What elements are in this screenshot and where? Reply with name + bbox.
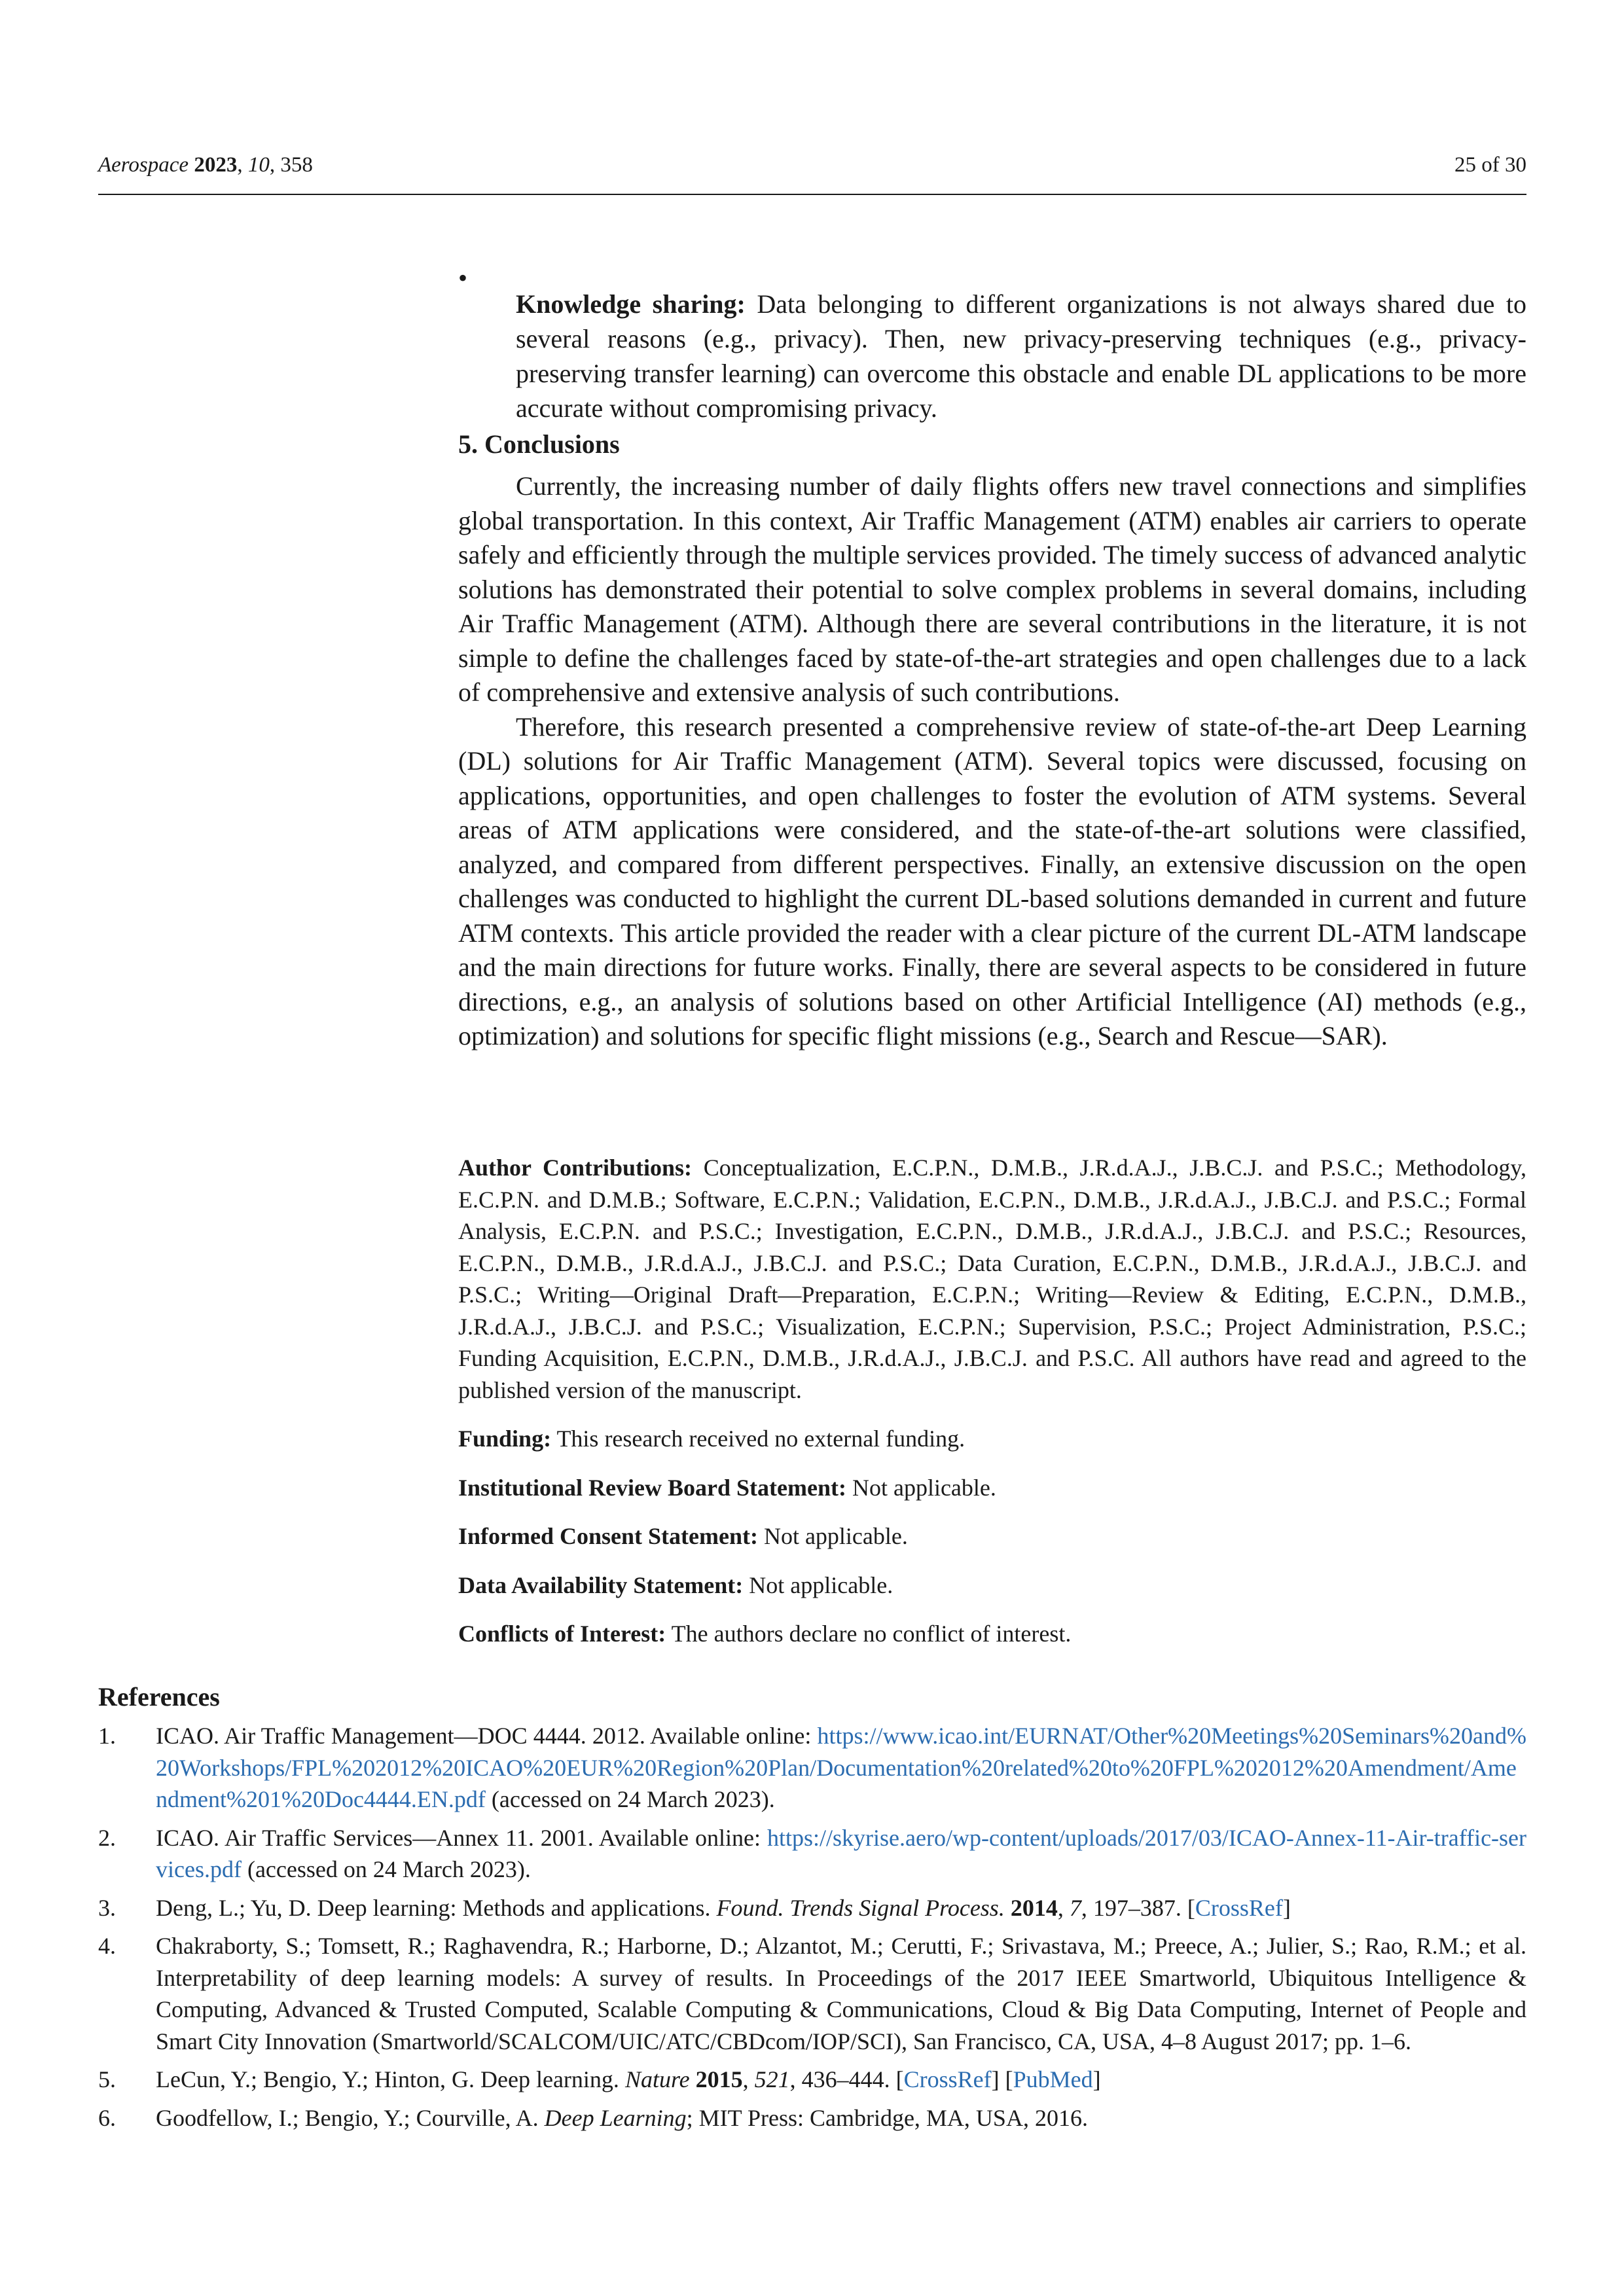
bullet-label: Knowledge sharing: [516, 289, 746, 319]
conflicts-label: Conflicts of Interest: [458, 1621, 666, 1647]
consent-text: Not applicable. [763, 1523, 908, 1549]
reference-item: 3. Deng, L.; Yu, D. Deep learning: Methods and applications. Found. Trends Signal Process. 2014, 7, 197–387. [CrossRef] [98, 1892, 1526, 1924]
bullet-item [458, 260, 1526, 452]
journal-name: Aerospace [98, 153, 189, 177]
reference-volume: 7 [1069, 1894, 1081, 1921]
journal-year: 2023 [194, 153, 238, 177]
funding-text: This research received no external funding. [556, 1426, 965, 1452]
reference-link[interactable]: https://skyrise.aero/wp-content/uploads/2017/03/ICAO-Annex-11-Air-traffic-services.pdf [156, 1824, 1527, 1882]
reference-year: 2014 [1010, 1894, 1058, 1921]
reference-publisher: ; MIT Press: Cambridge, MA, USA, 2016. [686, 2104, 1088, 2131]
header-rule [98, 194, 1526, 195]
paragraph: Therefore, this research presented a comprehensive review of state-of-the-art Deep Learning (DL) solutions for Air Traffic Management (ATM). Several topics were discussed, focusing on applications, opportunities, and open challenges to foster the evolution of ATM systems. Several areas of ATM applications were considered, and the state-of-the-art solutions were classified, analyzed, and compared from different perspectives. Finally, an extensive discussion on the open challenges was conducted to highlight the current DL-based solutions demanded in current and future ATM contexts. This article provided the reader with a clear picture of the current DL-ATM landscape and the main directions for future works. Finally, there are several aspects to be considered in future directions, e.g., an analysis of solutions based on other Artificial Intelligence (AI) methods (e.g., optimization) and solutions for specific flight missions (e.g., Search and Rescue—SAR). [458, 711, 1526, 1050]
bullet-symbol: • [458, 263, 468, 293]
section-body [458, 469, 1526, 1054]
reference-access-date: (accessed on 24 March 2023). [247, 1856, 531, 1882]
reference-number: 6. [98, 2104, 116, 2131]
reference-item: 5. LeCun, Y.; Bengio, Y.; Hinton, G. Deep learning. Nature 2015, 521, 436–444. [CrossRef] [PubMed] [98, 2064, 1526, 2096]
section-title: 5. Conclusions [458, 429, 620, 459]
reference-year: 2015 [695, 2066, 743, 2092]
reference-item [98, 1930, 1526, 2057]
bullet-text [516, 287, 1526, 425]
paragraph: Currently, the increasing number of daily flights offers new travel connections and simplifies global transportation. In this context, Air Traffic Management (ATM) enables air carriers to operate safely and efficiently through the multiple services provided. The timely success of advanced analytic solutions has demonstrated their potential to solve complex problems in several domains, including Air Traffic Management (ATM). Although there are several contributions in the literature, it is not simple to define the challenges faced by state-of-the-art strategies and open challenges due to a lack of comprehensive and extensive analysis of such contributions. [458, 471, 1526, 707]
references-list [98, 1720, 1526, 2140]
reference-pages: , 436–444. [789, 2066, 890, 2092]
irb-label: Institutional Review Board Statement: [458, 1474, 846, 1501]
funding-label: Funding: [458, 1426, 552, 1452]
reference-number: 3. [98, 1894, 116, 1921]
back-matter [458, 1152, 1526, 1667]
journal-volume: 10 [247, 153, 270, 177]
consent-statement [458, 1520, 1526, 1552]
conflicts-statement [458, 1618, 1526, 1650]
reference-authors: LeCun, Y.; Bengio, Y.; Hinton, G. Deep learning. [156, 2066, 619, 2092]
page-number: 25 of 30 [1454, 153, 1526, 177]
consent-label: Informed Consent Statement: [458, 1523, 758, 1549]
funding-statement [458, 1423, 1526, 1455]
reference-authors: Goodfellow, I.; Bengio, Y.; Courville, A. [156, 2104, 539, 2131]
crossref-link[interactable]: CrossRef [903, 2066, 992, 2092]
reference-pages: , 197–387. [1081, 1894, 1182, 1921]
journal-citation: Aerospace 2023, 10, 358 [98, 153, 313, 177]
reference-number: 1. [98, 1723, 116, 1749]
reference-journal: Found. Trends Signal Process. [716, 1894, 1005, 1921]
bullet-body: Data belonging to different organizations is not always shared due to several reasons (e.g., privacy). Then, new privacy-preserving techniques (e.g., privacy-preserving transfer learning) can overcome this obstacle and enable DL applications to be more accurate without compromising privacy. [516, 289, 1527, 423]
references-title: References [98, 1682, 220, 1712]
reference-text: Chakraborty, S.; Tomsett, R.; Raghavendra, R.; Harborne, D.; Alzantot, M.; Cerutti, F.; Srivastava, M.; Preece, A.; Julier, S.; Rao, R.M.; et al. Interpretability of deep learning models: A survey of results. In Proceedings of the 2017 IEEE Smartworld, Ubiquitous Intelligence & Computing, Advanced & Trusted Computed, Scalable Computing & Communications, Cloud & Big Data Computing, Internet of People and Smart City Innovation (Smartworld/SCALCOM/UIC/ATC/CBDcom/IOP/SCI), San Francisco, CA, USA, 4–8 August 2017; pp. 1–6. [156, 1933, 1526, 2054]
reference-journal: Nature [624, 2066, 690, 2092]
author-contributions-label: Author Contributions: [458, 1155, 693, 1181]
irb-text: Not applicable. [852, 1474, 996, 1501]
reference-volume: 521 [754, 2066, 790, 2092]
reference-number: 4. [98, 1933, 116, 1959]
reference-book-title: Deep Learning [544, 2104, 687, 2131]
reference-link[interactable]: https://www.icao.int/EURNAT/Other%20Meetings%20Seminars%20and%20Workshops/FPL%202012%20ICAO%20EUR%20Region%20Plan/Documentation%20related%20to%20FPL%202012%20Amendment/Amendment%201%20Doc4444.EN.pdf [156, 1723, 1527, 1812]
reference-item [98, 2102, 1526, 2134]
data-availability-statement [458, 1570, 1526, 1602]
reference-item [98, 1720, 1526, 1816]
author-contributions-text: Conceptualization, E.C.P.N., D.M.B., J.R.d.A.J., J.B.C.J. and P.S.C.; Methodology, E.C.P.N. and D.M.B.; Software, E.C.P.N.; Validation, E.C.P.N., D.M.B., J.R.d.A.J., J.B.C.J. and P.S.C.; Formal Analysis, E.C.P.N. and P.S.C.; Investigation, E.C.P.N., D.M.B., J.R.d.A.J., J.B.C.J. and P.S.C.; Resources, E.C.P.N., D.M.B., J.R.d.A.J., J.B.C.J. and P.S.C.; Data Curation, E.C.P.N., D.M.B., J.R.d.A.J., J.B.C.J. and P.S.C.; Writing—Original Draft—Preparation, E.C.P.N.; Writing—Review & Editing, E.C.P.N., D.M.B., J.R.d.A.J., J.B.C.J. and P.S.C.; Visualization, E.C.P.N.; Supervision, P.S.C.; Project Administration, P.S.C.; Funding Acquisition, E.C.P.N., D.M.B., J.R.d.A.J., J.B.C.J. and P.S.C. All authors have read and agreed to the published version of the manuscript. [458, 1155, 1527, 1403]
crossref-link[interactable]: CrossRef [1195, 1894, 1283, 1921]
reference-access-date: (accessed on 24 March 2023). [491, 1786, 775, 1812]
data-availability-label: Data Availability Statement: [458, 1571, 744, 1598]
irb-statement [458, 1472, 1526, 1504]
reference-item [98, 1822, 1526, 1886]
reference-number: 5. [98, 2066, 116, 2092]
reference-number: 2. [98, 1824, 116, 1851]
conflicts-text: The authors declare no conflict of interest. [671, 1621, 1072, 1647]
reference-authors: Deng, L.; Yu, D. Deep learning: Methods and applications. [156, 1894, 711, 1921]
article-number: 358 [280, 153, 313, 177]
pubmed-link[interactable]: PubMed [1013, 2066, 1093, 2092]
author-contributions [458, 1152, 1526, 1406]
reference-text: ICAO. Air Traffic Services—Annex 11. 2001. Available online: [156, 1824, 761, 1851]
reference-text: ICAO. Air Traffic Management—DOC 4444. 2012. Available online: [156, 1723, 812, 1749]
data-availability-text: Not applicable. [749, 1571, 893, 1598]
